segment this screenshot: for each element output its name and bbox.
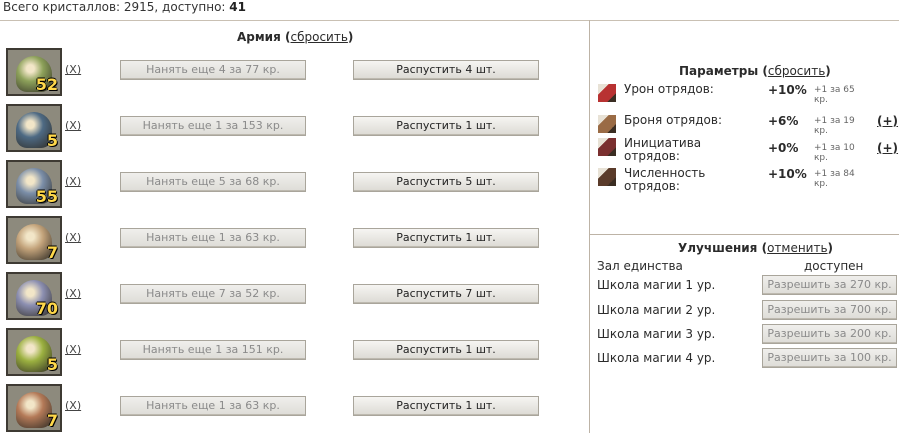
allow-upgrade-button[interactable]: Разрешить за 100 кр. (762, 348, 897, 368)
unit-row-1 (6, 48, 586, 96)
hire-button[interactable]: Нанять еще 7 за 52 кр. (120, 284, 306, 304)
dismiss-button[interactable]: Распустить 1 шт. (353, 340, 539, 360)
hall-label: Зал единства (597, 259, 683, 273)
unit-row-4 (6, 216, 586, 264)
param-value: +0% (768, 141, 799, 155)
params-title: Параметры (сбросить) (679, 64, 831, 78)
hire-button[interactable]: Нанять еще 5 за 68 кр. (120, 172, 306, 192)
unit-portrait (6, 272, 62, 320)
remove-unit-link[interactable]: (X) (65, 63, 82, 76)
unit-portrait (6, 160, 62, 208)
upgrade-row-4 (597, 348, 899, 370)
unit-row-6 (6, 328, 586, 376)
upgrade-name: Школа магии 4 ур. (597, 351, 716, 365)
section-divider (590, 234, 899, 235)
remove-unit-link[interactable]: (X) (65, 399, 82, 412)
remove-unit-link[interactable]: (X) (65, 175, 82, 188)
unit-count: 70 (35, 299, 58, 318)
remove-unit-link[interactable]: (X) (65, 119, 82, 132)
unit-count: 7 (46, 411, 58, 430)
initiative-icon (598, 138, 616, 156)
unit-portrait (6, 104, 62, 152)
param-plus-link[interactable]: (+) (877, 114, 899, 128)
unit-portrait (6, 48, 62, 96)
upgrade-row-1 (597, 275, 899, 297)
dismiss-button[interactable]: Распустить 5 шт. (353, 172, 539, 192)
remove-unit-link[interactable]: (X) (65, 231, 82, 244)
hire-button[interactable]: Нанять еще 1 за 63 кр. (120, 228, 306, 248)
unit-portrait (6, 384, 62, 432)
unit-count: 7 (46, 243, 58, 262)
hall-status: доступен (804, 259, 864, 273)
population-icon (598, 168, 616, 186)
dismiss-button[interactable]: Распустить 1 шт. (353, 228, 539, 248)
unit-row-2 (6, 104, 586, 152)
param-value: +10% (768, 167, 807, 181)
param-cost: +1 за 19 кр. (814, 116, 855, 136)
hire-button[interactable]: Нанять еще 1 за 63 кр. (120, 396, 306, 416)
unit-count: 52 (35, 75, 58, 94)
damage-icon (598, 84, 616, 102)
upgrade-row-3 (597, 324, 899, 346)
unit-count: 5 (46, 131, 58, 150)
remove-unit-link[interactable]: (X) (65, 287, 82, 300)
hire-button[interactable]: Нанять еще 1 за 153 кр. (120, 116, 306, 136)
allow-upgrade-button[interactable]: Разрешить за 270 кр. (762, 275, 897, 295)
param-name: Численность отрядов: (624, 166, 706, 193)
param-name: Броня отрядов: (624, 113, 722, 127)
army-title: Армия (сбросить) (237, 30, 354, 44)
unit-portrait (6, 216, 62, 264)
param-row-damage (598, 82, 898, 110)
upgrade-name: Школа магии 2 ур. (597, 303, 716, 317)
remove-unit-link[interactable]: (X) (65, 343, 82, 356)
column-divider (589, 20, 590, 433)
dismiss-button[interactable]: Распустить 1 шт. (353, 116, 539, 136)
upgrade-row-2 (597, 300, 899, 322)
param-cost: +1 за 84 кр. (814, 169, 855, 189)
unit-row-5 (6, 272, 586, 320)
param-value: +6% (768, 114, 799, 128)
param-row-population (598, 166, 898, 194)
armor-icon (598, 115, 616, 133)
crystals-label: Всего кристаллов: 2915, доступно: (3, 0, 226, 14)
hire-button[interactable]: Нанять еще 4 за 77 кр. (120, 60, 306, 80)
dismiss-button[interactable]: Распустить 1 шт. (353, 396, 539, 416)
param-plus-link[interactable]: (+) (877, 141, 899, 155)
param-name: Урон отрядов: (624, 82, 714, 96)
upgrades-title-text: Улучшения (678, 241, 758, 255)
army-title-text: Армия (237, 30, 281, 44)
hire-button[interactable]: Нанять еще 1 за 151 кр. (120, 340, 306, 360)
unit-row-3 (6, 160, 586, 208)
param-cost: +1 за 65 кр. (814, 85, 855, 105)
allow-upgrade-button[interactable]: Разрешить за 200 кр. (762, 324, 897, 344)
params-reset-link[interactable]: сбросить (767, 64, 826, 78)
unit-portrait (6, 328, 62, 376)
army-reset-link[interactable]: сбросить (290, 30, 348, 44)
param-cost: +1 за 10 кр. (814, 143, 855, 163)
upgrades-title: Улучшения (отменить) (678, 241, 834, 255)
crystals-summary (3, 0, 246, 14)
unit-row-7 (6, 384, 586, 432)
upgrades-cancel-link[interactable]: отменить (767, 241, 828, 255)
param-row-initiative (598, 136, 898, 164)
crystals-available: 41 (229, 0, 246, 14)
params-title-text: Параметры (679, 64, 759, 78)
allow-upgrade-button[interactable]: Разрешить за 700 кр. (762, 300, 897, 320)
upgrade-name: Школа магии 1 ур. (597, 278, 716, 292)
param-name: Инициатива отрядов: (624, 136, 702, 163)
dismiss-button[interactable]: Распустить 4 шт. (353, 60, 539, 80)
upgrade-name: Школа магии 3 ур. (597, 327, 716, 341)
unit-count: 5 (46, 355, 58, 374)
unit-count: 55 (35, 187, 58, 206)
dismiss-button[interactable]: Распустить 7 шт. (353, 284, 539, 304)
param-value: +10% (768, 83, 807, 97)
